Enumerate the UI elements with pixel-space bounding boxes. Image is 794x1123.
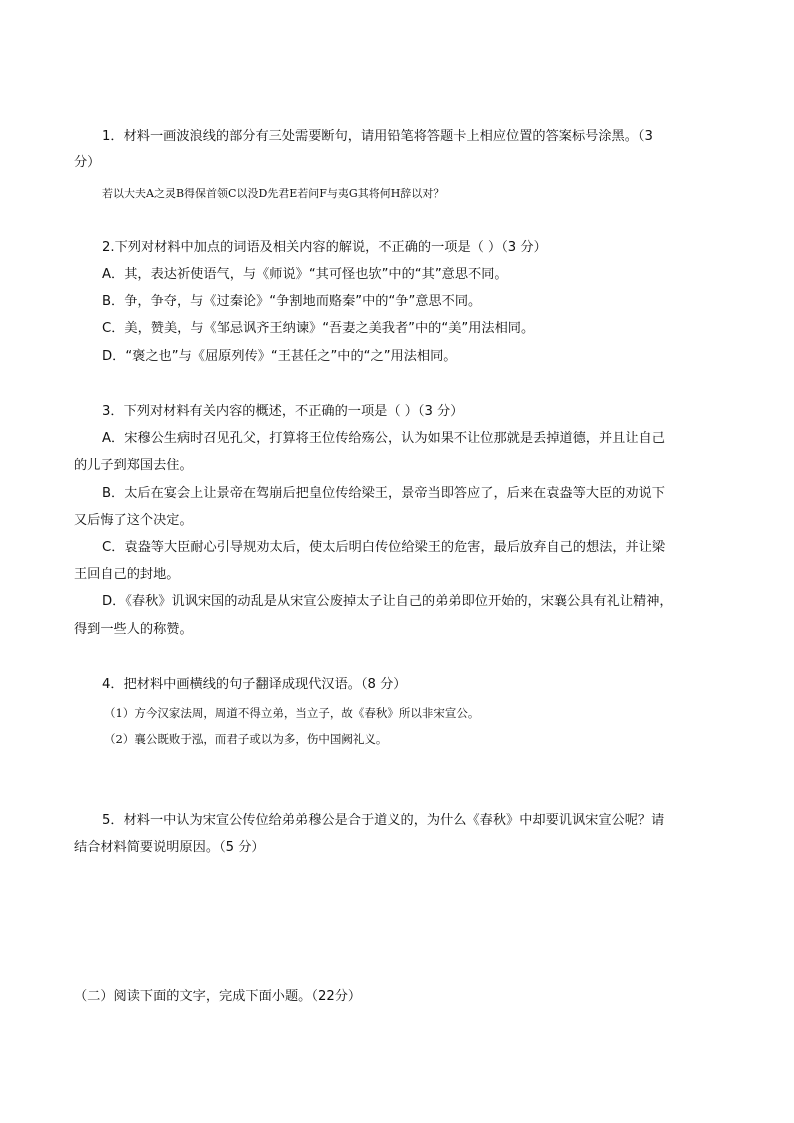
q3-stem: 3．下列对材料有关内容的概述，不正确的一项是（ ）（3 分） bbox=[102, 404, 464, 419]
q2-option-a: A．其，表达祈使语气，与《师说》“其可怪也欤”中的“其”意思不同。 bbox=[102, 267, 508, 282]
q3-option-d-line1: D．《春秋》讥讽宋国的动乱是从宋宣公废掉太子让自己的弟弟即位开始的，宋襄公具有礼让精神， bbox=[102, 594, 673, 609]
q2-option-b: B．争，争夺，与《过秦论》“争割地而赂秦”中的“争”意思不同。 bbox=[102, 294, 482, 309]
section-heading: （二）阅读下面的文字，完成下面小题。（22分） bbox=[74, 989, 362, 1004]
q5-stem-line2: 结合材料简要说明原因。（5 分） bbox=[74, 840, 265, 855]
q2-option-c: C．美，赞美，与《邹忌讽齐王纳谏》“吾妻之美我者”中的“美”用法相同。 bbox=[102, 321, 535, 336]
q1-sentence: 若以大夫A之灵B得保首领C以没D先君E若问F与夷G其将何H辞以对？ bbox=[102, 187, 445, 200]
q3-option-d-line2: 得到一些人的称赞。 bbox=[74, 622, 193, 637]
q4-stem: 4．把材料中画横线的句子翻译成现代汉语。（8 分） bbox=[102, 677, 407, 692]
q5-stem-line1: 5．材料一中认为宋宣公传位给弟弟穆公是合于道义的，为什么《春秋》中却要讥讽宋宣公呢？请 bbox=[102, 813, 665, 828]
q3-option-c-line2: 王回自己的封地。 bbox=[74, 567, 180, 582]
q3-option-a-line2: 的儿子到郑国去住。 bbox=[74, 458, 193, 473]
q4-sentence-1: （1）方今汉家法周，周道不得立弟，当立子，故《春秋》所以非宋宣公。 bbox=[104, 706, 480, 720]
q3-option-b-line2: 又后悔了这个决定。 bbox=[74, 513, 193, 528]
q2-option-d: D．“褒之也”与《屈原列传》“王甚任之”中的“之”用法相同。 bbox=[102, 349, 457, 364]
q1-stem-line2: 分） bbox=[74, 155, 101, 170]
q1-stem-line1: 1．材料一画波浪线的部分有三处需要断句，请用铅笔将答题卡上相应位置的答案标号涂黑。（3 bbox=[102, 129, 653, 144]
q2-stem: 2.下列对材料中加点的词语及相关内容的解说，不正确的一项是（ ）（3 分） bbox=[102, 240, 547, 255]
q4-sentence-2: （2）襄公既败于泓，而君子或以为多，伤中国阙礼义。 bbox=[104, 732, 388, 746]
q3-option-a-line1: A．宋穆公生病时召见孔父，打算将王位传给殇公，认为如果不让位那就是丢掉道德，并且让自己 bbox=[102, 431, 665, 446]
q3-option-b-line1: B．太后在宴会上让景帝在驾崩后把皇位传给梁王，景帝当即答应了，后来在袁盎等大臣的劝说下 bbox=[102, 486, 665, 501]
q3-option-c-line1: C．袁盎等大臣耐心引导规劝太后，使太后明白传位给梁王的危害，最后放弃自己的想法，并让梁 bbox=[102, 540, 666, 555]
